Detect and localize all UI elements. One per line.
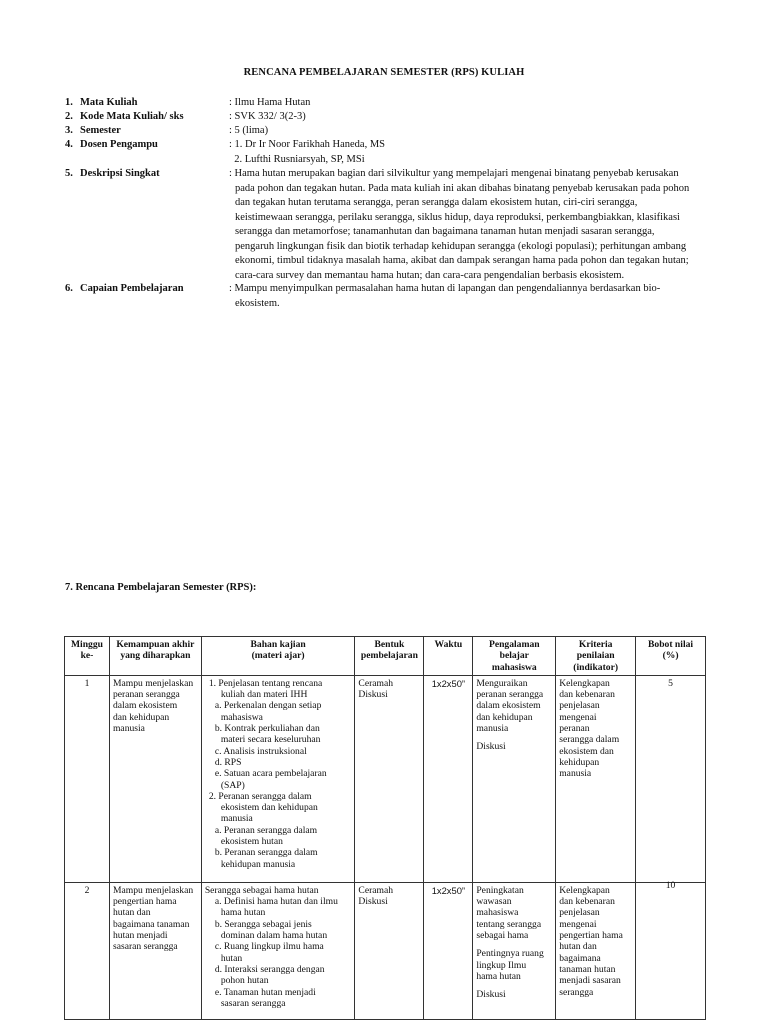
info-value-line: 2. Lufthi Rusniarsyah, SP, MSi [229, 153, 365, 165]
bahan-item: kuliah dan materi IHH [220, 689, 308, 701]
kriteria-line: bagaimana [559, 952, 601, 964]
info-value [229, 124, 704, 139]
header-line: ke- [80, 650, 94, 662]
info-value [229, 96, 704, 111]
header-line: Kriteria [578, 639, 613, 650]
info-value-line: : Hama hutan merupakan bagian dari silvikultur yang mempelajari mengenai binatang penyebab kerusakan [229, 168, 679, 179]
info-label: Kode Mata Kuliah/ sks [80, 111, 184, 122]
kriteria-line: peranan [559, 723, 590, 735]
bentuk-line: Diskusi [358, 689, 388, 701]
kriteria-line: penjelasan [559, 700, 600, 712]
kemampuan-line: manusia [112, 723, 145, 735]
bahan-item: a. Perkenalan dengan setiap [214, 700, 322, 712]
bahan-item: materi secara keseluruhan [220, 734, 321, 746]
info-label: Mata Kuliah [80, 97, 138, 108]
bahan-item: sasaran serangga [220, 997, 286, 1009]
week-number: 2 [84, 884, 90, 896]
document-title: RENCANA PEMBELAJARAN SEMESTER (RPS) KULIAH [243, 67, 525, 78]
kriteria-line: dan kebenaran [559, 689, 615, 701]
header-line: Bobot nilai [648, 639, 694, 650]
kemampuan-line: dan kehidupan [112, 711, 170, 723]
kemampuan-line: bagaimana tanaman [112, 918, 190, 930]
pengalaman-line: hama hutan [476, 970, 521, 982]
header-line: Waktu [434, 639, 463, 650]
info-label: Capaian Pembelajaran [80, 283, 184, 294]
table-row [65, 882, 706, 1019]
pengalaman-line: Diskusi [476, 989, 506, 1001]
pengalaman-line: manusia [476, 723, 509, 735]
pengalaman-line: mahasiswa [476, 907, 519, 919]
bentuk-line: Ceramah [358, 677, 394, 689]
bahan-item: mahasiswa [220, 711, 263, 723]
header-line: belajar [499, 650, 529, 662]
kemampuan-line: peranan serangga [112, 689, 180, 701]
info-value [229, 167, 704, 283]
kemampuan-line: dalam ekosistem [112, 700, 178, 712]
bahan-item: e. Satuan acara pembelajaran [214, 768, 327, 780]
kriteria-line: mengenai [559, 711, 597, 723]
kriteria-line: dan kebenaran [559, 896, 615, 908]
paragraph-gap [476, 982, 552, 989]
kriteria-line: pengertian hama [559, 930, 623, 942]
bahan-item: b. Peranan serangga dalam [214, 847, 318, 859]
pengalaman-line: dan kehidupan [476, 711, 533, 723]
bahan-item: hama hutan [220, 907, 266, 919]
info-value-line: : SVK 332/ 3(2-3) [229, 111, 306, 122]
waktu-value: 1x2x50” [431, 677, 466, 689]
info-value-line: keistimewaan serangga, perilaku serangga, siklus hidup, daya reproduksi, perkembangbiakkan, klasifikasi [235, 211, 680, 223]
bahan-item: kehidupan manusia [220, 858, 296, 870]
info-label: Deskripsi Singkat [80, 168, 160, 179]
bahan-item: dominan dalam hama hutan [220, 930, 328, 942]
header-waktu [424, 637, 473, 676]
cell-pengalaman [473, 882, 556, 1019]
bahan-item: (SAP) [220, 779, 245, 791]
header-line: penilaian [576, 650, 615, 662]
bahan-item: c. Ruang lingkup ilmu hama [214, 941, 324, 953]
header-line: Pengalaman [488, 639, 540, 650]
bahan-item: d. Interaksi serangga dengan [214, 963, 325, 975]
bahan-item: b. Kontrak perkuliahan dan [214, 723, 320, 735]
table-header-row [65, 637, 706, 676]
bahan-item: ekosistem dan kehidupan [220, 802, 318, 814]
cell-waktu [424, 675, 473, 882]
kriteria-line: serangga [559, 986, 594, 998]
header-kriteria [556, 637, 636, 676]
rps-table [64, 636, 706, 1020]
info-value-line: : Ilmu Hama Hutan [229, 97, 311, 108]
kriteria-line: mengenai [559, 918, 597, 930]
info-value-line: : 1. Dr Ir Noor Farikhah Haneda, MS [229, 139, 386, 150]
section-7-heading: 7. Rencana Pembelajaran Semester (RPS): [65, 582, 257, 593]
header-bobot [636, 637, 706, 676]
cell-kriteria [556, 882, 636, 1019]
kriteria-line: kehidupan [559, 756, 600, 768]
info-number: 1. [65, 97, 73, 108]
bahan-item: ekosistem hutan [220, 836, 283, 848]
info-label: Dosen Pengampu [80, 139, 158, 150]
header-line: pembelajaran [360, 650, 418, 662]
pengalaman-line: tentang serangga [476, 918, 542, 930]
cell-bentuk [355, 882, 424, 1019]
week-number: 1 [84, 677, 90, 689]
cell-bahan [201, 675, 355, 882]
info-value-line: cara-cara survey dan memantau hama hutan; dan cara-cara pengendalian berbasis ekosistem. [235, 269, 625, 281]
pengalaman-line: wawasan [476, 896, 512, 908]
info-number: 2. [65, 111, 73, 122]
info-number: 6. [65, 283, 73, 294]
header-line: Bahan kajian [250, 639, 306, 650]
cell-bahan [201, 882, 355, 1019]
kriteria-line: serangga dalam [559, 734, 620, 746]
header-bentuk [355, 637, 424, 676]
kemampuan-line: sasaran serangga [112, 941, 178, 953]
bahan-item: b. Serangga sebagai jenis [214, 918, 312, 930]
header-line: (%) [662, 650, 679, 662]
kriteria-line: manusia [559, 768, 592, 780]
kriteria-line: tanaman hutan [559, 963, 616, 975]
bahan-item: 1. Penjelasan tentang rencana [208, 677, 323, 689]
cell-bobot [636, 879, 706, 1019]
header-minggu [65, 637, 110, 676]
kriteria-line: penjelasan [559, 907, 600, 919]
pengalaman-line: Menguraikan [476, 677, 528, 689]
info-label: Semester [80, 125, 121, 136]
bahan-item: a. Peranan serangga dalam [214, 824, 318, 836]
cell-bobot [636, 675, 706, 882]
info-value [229, 138, 704, 167]
kriteria-line: ekosistem dan [559, 745, 614, 757]
header-kemampuan [109, 637, 201, 676]
header-line: Kemampuan akhir [116, 639, 195, 650]
header-bahan [201, 637, 355, 676]
header-line: mahasiswa [491, 661, 537, 673]
cell-kemampuan [109, 882, 201, 1019]
info-value-line: dan tegakan hutan terutama serangga, peran serangga dalam ekosistem hutan, ciri-ciri serangga, [235, 197, 638, 208]
waktu-value: 1x2x50” [431, 884, 466, 896]
header-line: (indikator) [573, 661, 619, 673]
cell-minggu [65, 675, 110, 882]
kemampuan-line: Mampu menjelaskan [112, 884, 194, 896]
paragraph-gap [476, 734, 552, 741]
kemampuan-line: hutan dan [112, 907, 151, 919]
bentuk-line: Ceramah [358, 884, 394, 896]
pengalaman-line: lingkup Ilmu [476, 959, 527, 971]
bahan-item: c. Analisis instruksional [214, 745, 307, 757]
info-value-line: : 5 (lima) [229, 125, 269, 136]
kemampuan-line: pengertian hama [112, 896, 177, 908]
info-value [229, 282, 704, 311]
pengalaman-line: Pentingnya ruang [476, 948, 544, 960]
pengalaman-line: dalam ekosistem [476, 700, 541, 712]
bahan-item: pohon hutan [220, 975, 269, 987]
kemampuan-line: Mampu menjelaskan [112, 677, 194, 689]
info-value-line: pengaruh lingkungan fisik dan biotik terhadap kehidupan serangga (ekologi populasi); perhitungan ambang [235, 240, 687, 252]
info-number: 5. [65, 168, 73, 179]
header-line: (materi ajar) [251, 650, 305, 662]
bobot-value: 5 [668, 677, 673, 689]
cell-bentuk [355, 675, 424, 882]
bahan-item: e. Tanaman hutan menjadi [214, 986, 316, 998]
cell-pengalaman [473, 675, 556, 882]
info-value-line: pada pohon dan tegakan hutan. Pada mata kuliah ini akan dibahas binatang penyebab kerusakan pada pohon [235, 182, 690, 194]
table-row [65, 675, 706, 882]
bahan-item: Serangga sebagai hama hutan [204, 884, 319, 896]
kriteria-line: Kelengkapan [559, 884, 610, 896]
info-number: 3. [65, 125, 73, 136]
cell-kemampuan [109, 675, 201, 882]
info-value-line: serangga dan metamorfose; tanamanhutan dan bagaimana tanaman hutan menjadi sasaran serangga, [235, 226, 655, 237]
info-number: 4. [65, 139, 73, 150]
header-pengalaman [473, 637, 556, 676]
info-value-line: ekosistem. [235, 297, 280, 309]
cell-minggu [65, 882, 110, 1019]
pengalaman-line: peranan serangga [476, 689, 544, 701]
kemampuan-line: hutan menjadi [112, 930, 168, 942]
cell-kriteria [556, 675, 636, 882]
info-value-line: ekonomi, timbul tidaknya masalah hama, akibat dan dampak serangan hama pada pohon dan tegakan hutan; [235, 255, 689, 266]
pengalaman-line: sebagai hama [476, 930, 529, 942]
paragraph-gap [476, 941, 552, 948]
info-value-line: : Mampu menyimpulkan permasalahan hama hutan di lapangan dan pengendaliannya berdasarkan bio- [229, 283, 661, 294]
bahan-item: manusia [220, 813, 253, 825]
info-value [229, 110, 704, 125]
bentuk-line: Diskusi [358, 896, 388, 908]
bobot-value: 10 [665, 879, 676, 891]
header-line: Minggu [70, 639, 103, 650]
bahan-item: 2. Peranan serangga dalam [208, 790, 312, 802]
bahan-item: a. Definisi hama hutan dan ilmu [214, 896, 338, 908]
kriteria-line: hutan dan [559, 941, 597, 953]
header-line: yang diharapkan [120, 650, 191, 662]
pengalaman-line: Diskusi [476, 741, 506, 753]
cell-waktu [424, 882, 473, 1019]
kriteria-line: menjadi sasaran [559, 975, 621, 987]
header-line: Bentuk [374, 639, 405, 650]
kriteria-line: Kelengkapan [559, 677, 610, 689]
bahan-item: hutan [220, 952, 243, 964]
bahan-item: d. RPS [214, 756, 242, 768]
pengalaman-line: Peningkatan [476, 884, 524, 896]
